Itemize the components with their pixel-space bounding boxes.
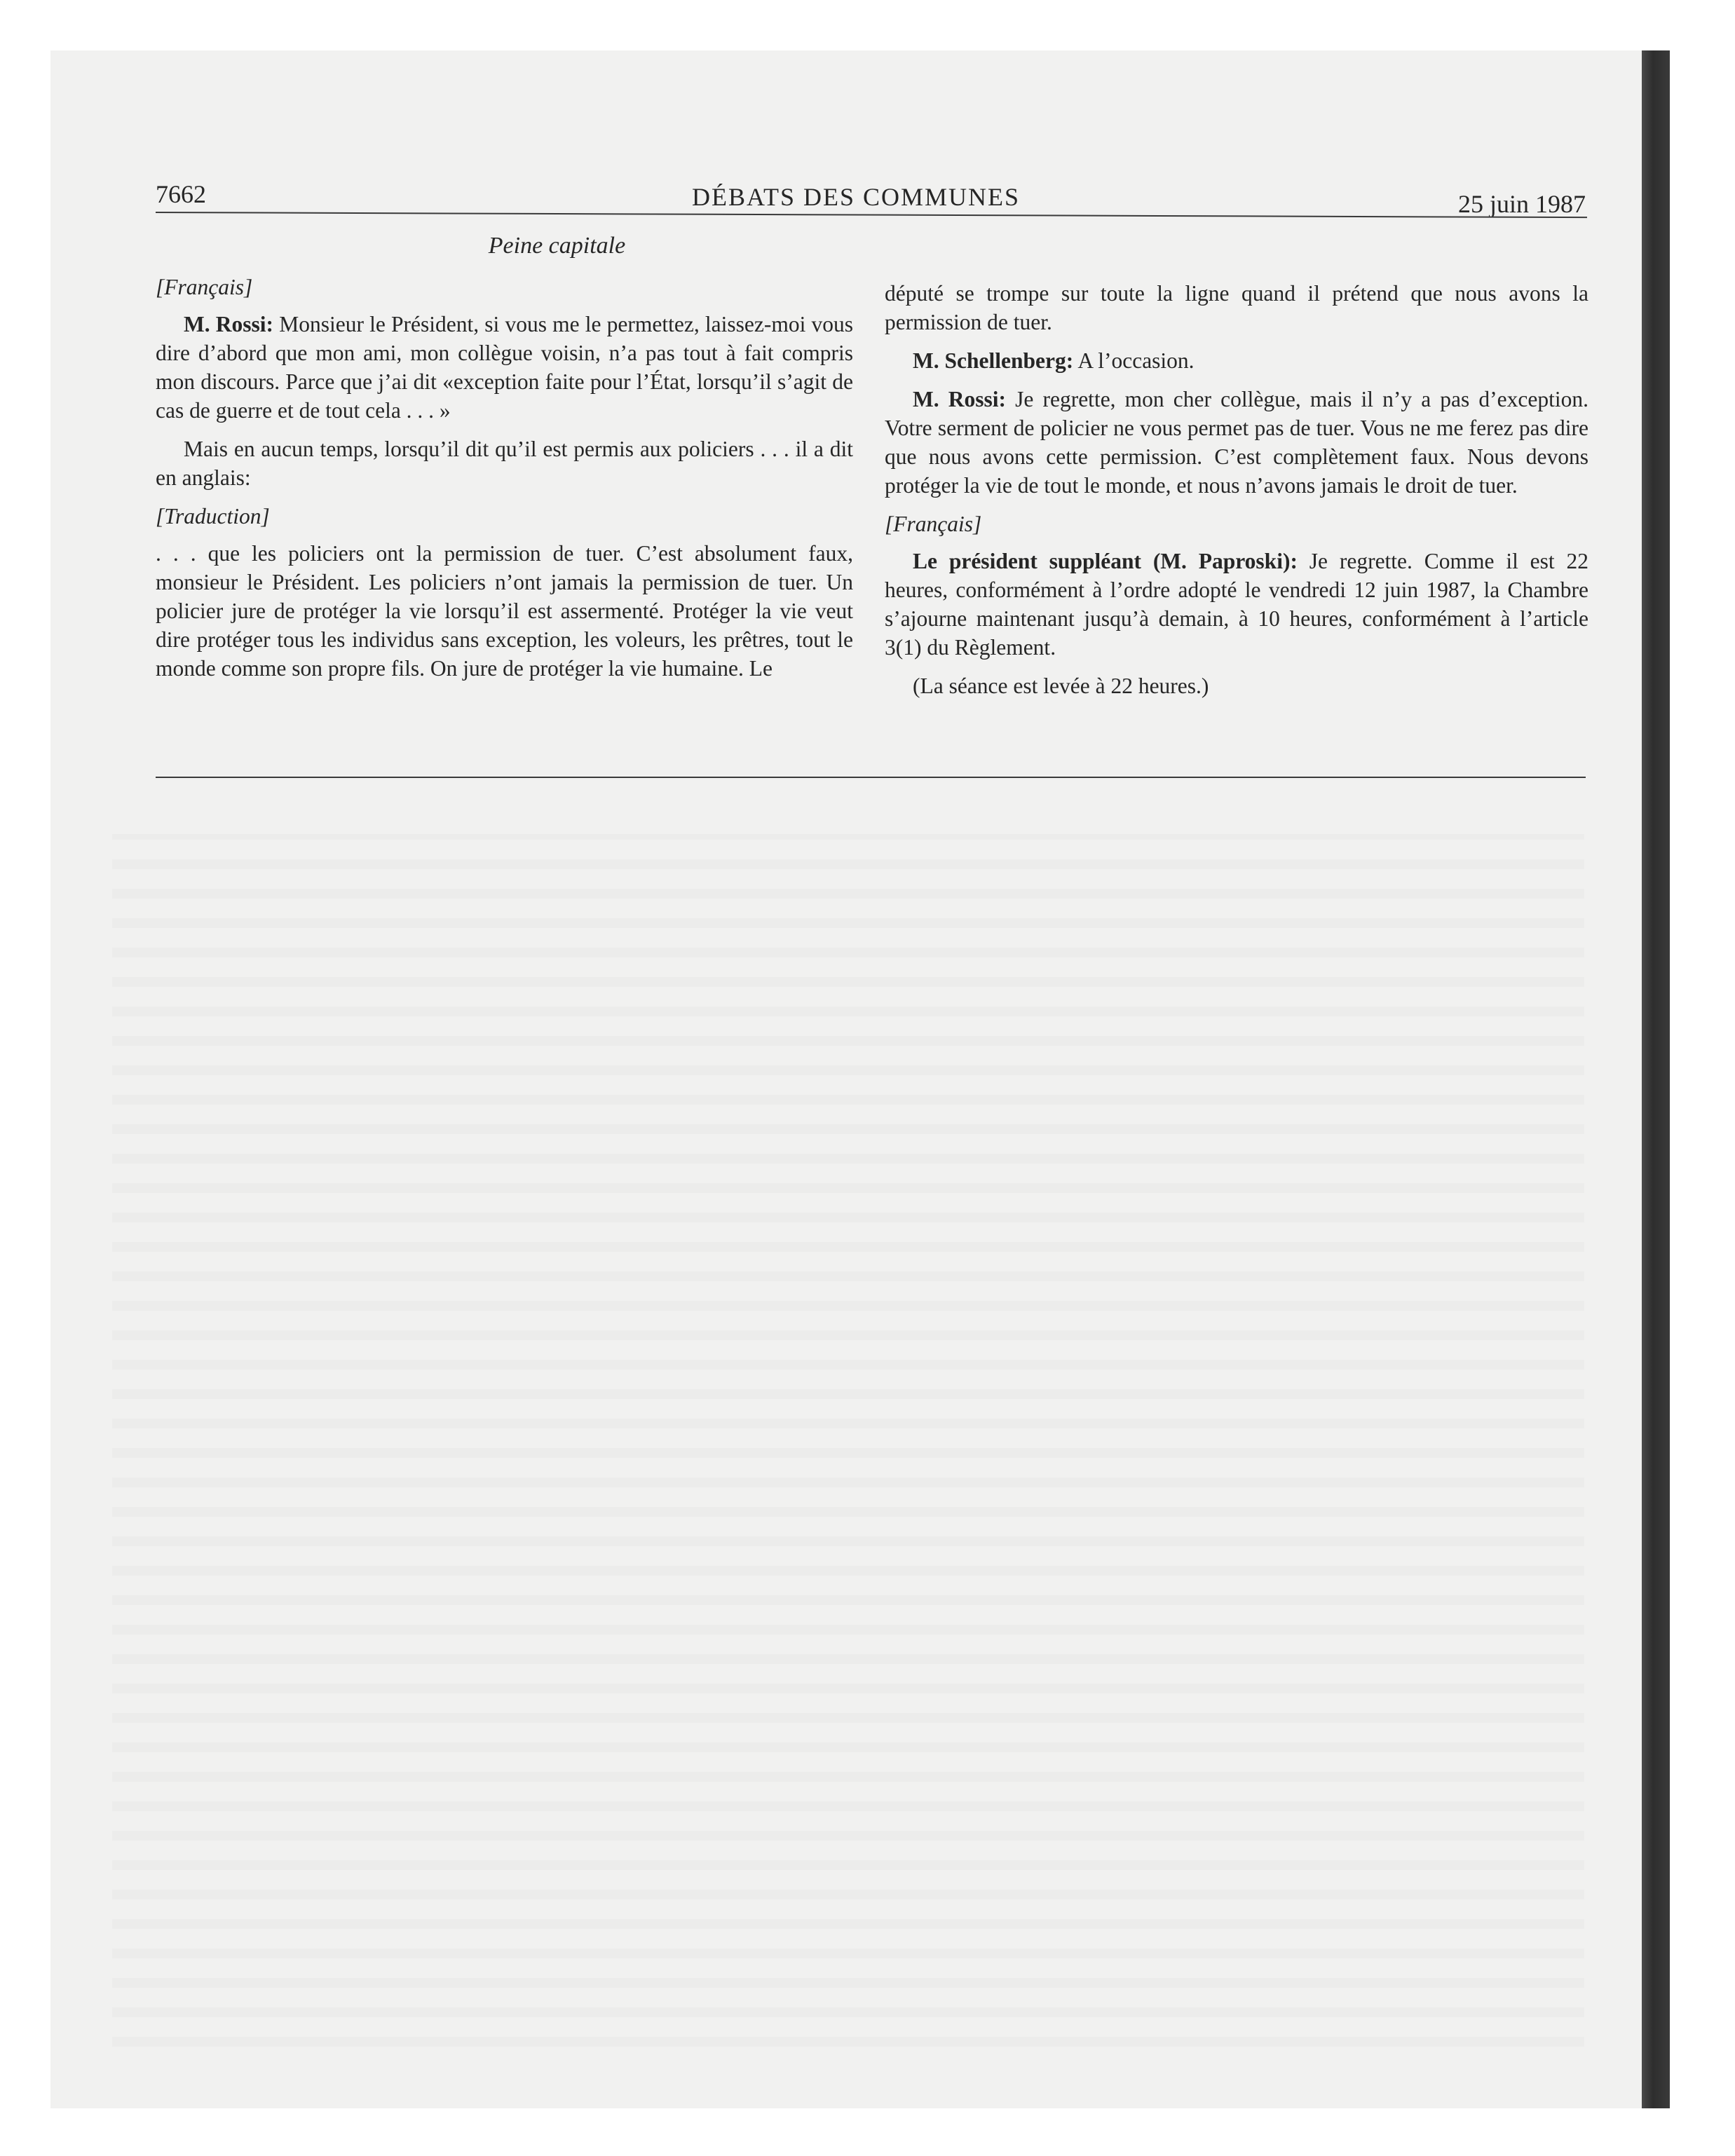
language-tag-traduction: [Traduction]	[156, 504, 270, 528]
journal-title: DÉBATS DES COMMUNES	[692, 183, 1021, 211]
speaker-name: M. Rossi:	[913, 387, 1006, 411]
paragraph-continuation	[885, 279, 1588, 336]
speaker-name: Le président suppléant (M. Paproski):	[913, 549, 1298, 573]
paragraph-adjournment	[885, 671, 1588, 700]
section-end-rule	[156, 777, 1586, 778]
paragraph-text: Je regrette. Comme il est 22 heures, conformément à l’ordre adopté le vendredi 12 juin 1987, la Chambre s’ajourne maintenant jusqu’à demain, à 10 heures, conformément à l’article 3(1) du Règlement.	[885, 549, 1589, 660]
paragraph-schellenberg	[885, 346, 1588, 375]
paragraph-rossi-3	[156, 539, 853, 683]
speaker-name: M. Schellenberg:	[913, 348, 1074, 373]
paragraph-president	[885, 547, 1588, 662]
paragraph-text: député se trompe sur toute la ligne quand il prétend que nous avons la permission de tuer.	[885, 281, 1588, 334]
paragraph-rossi-1	[156, 310, 853, 425]
paragraph-text: . . . que les policiers ont la permission de tuer. C’est absolument faux, monsieur le Président. Les policiers n’ont jamais la permission de tuer. Un policier jure de protéger la vie lorsqu’il est assermenté. Protéger la vie veut dire protéger tous les individus sans exception, les voleurs, les prêtres, tout le monde comme son propre fils. On jure de protéger la vie humaine. Le	[156, 541, 853, 681]
left-column	[156, 231, 853, 692]
paragraph-text: (La séance est levée à 22 heures.)	[913, 674, 1209, 698]
right-column	[885, 279, 1588, 710]
paragraph-text: Monsieur le Président, si vous me le permettez, laissez-moi vous dire d’abord que mon ami, mon collègue voisin, n’a pas tout à fait compris mon discours. Parce que j’ai dit «exception faite pour l’État, lorsqu’il s’agit de cas de guerre et de tout cela . . . »	[156, 312, 853, 423]
language-tag-francais: [Français]	[156, 275, 253, 299]
bleed-through-texture	[112, 834, 1584, 2047]
speaker-name: M. Rossi:	[184, 312, 274, 336]
paragraph-rossi-2	[156, 435, 853, 492]
page-number: 7662	[156, 180, 206, 208]
header-date: 25 juin 1987	[1457, 190, 1586, 218]
binding-edge	[1642, 50, 1670, 2108]
paragraph-rossi-4	[885, 385, 1588, 500]
paragraph-text: Mais en aucun temps, lorsqu’il dit qu’il est permis aux policiers . . . il a dit en anglais:	[156, 437, 853, 490]
section-title: Peine capitale	[488, 233, 626, 259]
paragraph-text: Je regrette, mon cher collègue, mais il n’y a pas d’exception. Votre serment de policier ne vous permet pas de tuer. Vous ne me ferez pas dire que nous avons cette permission. C’est complètement faux. Nous devons protéger la vie de tout le monde, et nous n’avons jamais le droit de tuer.	[885, 387, 1588, 498]
language-tag-francais-2: [Français]	[885, 512, 982, 536]
paragraph-text: A l’occasion.	[1073, 348, 1195, 373]
